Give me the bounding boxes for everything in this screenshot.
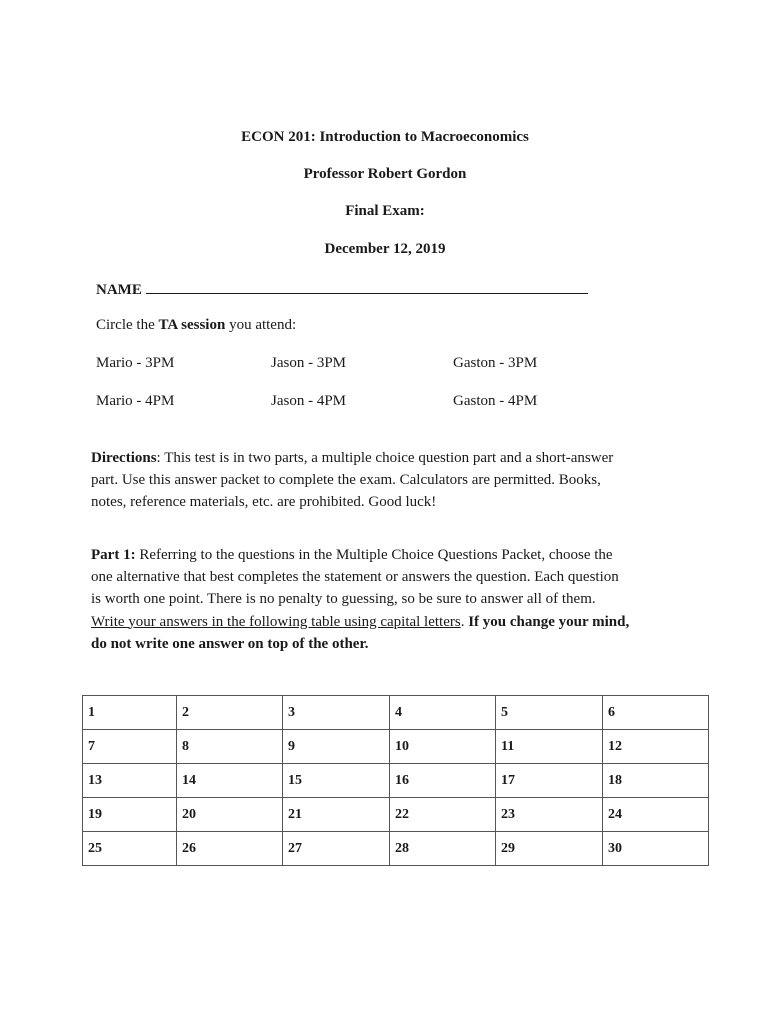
answer-cell[interactable]: 19 [83,798,177,832]
answer-row [83,798,709,832]
part1-bold-warning: If you change your mind, [468,613,630,630]
answer-cell[interactable]: 8 [177,730,283,764]
answer-cell[interactable]: 9 [283,730,390,764]
part1-paragraph [91,544,691,655]
answer-cell[interactable]: 16 [390,764,496,798]
answer-cell[interactable]: 26 [177,832,283,866]
name-label: NAME [96,282,142,298]
answer-cell[interactable]: 28 [390,832,496,866]
answer-row [83,832,709,866]
answer-row [83,696,709,730]
part1-line [91,544,691,566]
answer-table [82,695,709,866]
answer-cell[interactable]: 25 [83,832,177,866]
part1-text: Referring to the questions in the Multiple Choice Questions Packet, choose the [135,547,613,563]
part1-label: Part 1: [91,547,136,563]
answer-cell[interactable]: 14 [177,764,283,798]
directions-label: Directions [91,450,157,466]
name-blank-line[interactable] [146,279,588,294]
answer-cell[interactable]: 7 [83,730,177,764]
ta-instruction-bold: TA session [158,317,226,333]
directions-paragraph [91,447,691,514]
answer-cell[interactable]: 3 [283,696,390,730]
answer-cell[interactable]: 22 [390,798,496,832]
part1-line: is worth one point. There is no penalty to guessing, so be sure to answer all of them. [91,591,596,608]
answer-cell[interactable]: 20 [177,798,283,832]
answer-cell[interactable]: 17 [496,764,603,798]
answer-cell[interactable]: 23 [496,798,603,832]
directions-line: notes, reference materials, etc. are prohibited. Good luck! [91,494,437,511]
directions-text: : This test is in two parts, a multiple choice question part and a short-answer [156,450,614,466]
directions-line [91,447,691,469]
answer-cell[interactable]: 2 [177,696,283,730]
answer-cell[interactable]: 1 [83,696,177,730]
ta-session-option[interactable]: Mario - 3PM [96,355,175,371]
answer-cell[interactable]: 15 [283,764,390,798]
ta-instruction [96,317,296,334]
ta-instruction-prefix: Circle the [96,317,159,333]
answer-cell[interactable]: 10 [390,730,496,764]
ta-session-option[interactable]: Mario - 4PM [96,393,175,409]
part1-line [91,611,691,633]
exam-title: Final Exam: [345,203,425,219]
part1-line: one alternative that best completes the statement or answers the question. Each question [91,569,619,586]
ta-instruction-suffix: you attend: [225,317,297,333]
ta-session-option[interactable]: Jason - 3PM [271,355,347,371]
answer-cell[interactable]: 12 [603,730,709,764]
part1-line [91,633,691,655]
exam-date: December 12, 2019 [324,241,446,257]
ta-session-option[interactable]: Jason - 4PM [271,393,347,409]
directions-line: part. Use this answer packet to complete the exam. Calculators are permitted. Books, [91,472,601,489]
answer-cell[interactable]: 11 [496,730,603,764]
course-title: ECON 201: Introduction to Macroeconomics [241,129,529,145]
part1-period: . [460,613,469,630]
part1-underlined-instruction: Write your answers in the following table using capital letters [91,613,461,630]
answer-cell[interactable]: 18 [603,764,709,798]
answer-cell[interactable]: 13 [83,764,177,798]
answer-cell[interactable]: 24 [603,798,709,832]
answer-cell[interactable]: 4 [390,696,496,730]
answer-row [83,764,709,798]
part1-bold-warning-end: do not write one answer on top of the other. [91,635,369,652]
name-field-row [96,279,588,299]
ta-session-option[interactable]: Gaston - 4PM [453,393,538,409]
answer-cell[interactable]: 5 [496,696,603,730]
answer-cell[interactable]: 29 [496,832,603,866]
answer-row [83,730,709,764]
answer-cell[interactable]: 27 [283,832,390,866]
ta-session-row [0,393,770,413]
answer-cell[interactable]: 30 [603,832,709,866]
answer-cell[interactable]: 21 [283,798,390,832]
ta-session-row [0,355,770,375]
professor-name: Professor Robert Gordon [303,166,467,182]
answer-cell[interactable]: 6 [603,696,709,730]
ta-session-option[interactable]: Gaston - 3PM [453,355,538,371]
